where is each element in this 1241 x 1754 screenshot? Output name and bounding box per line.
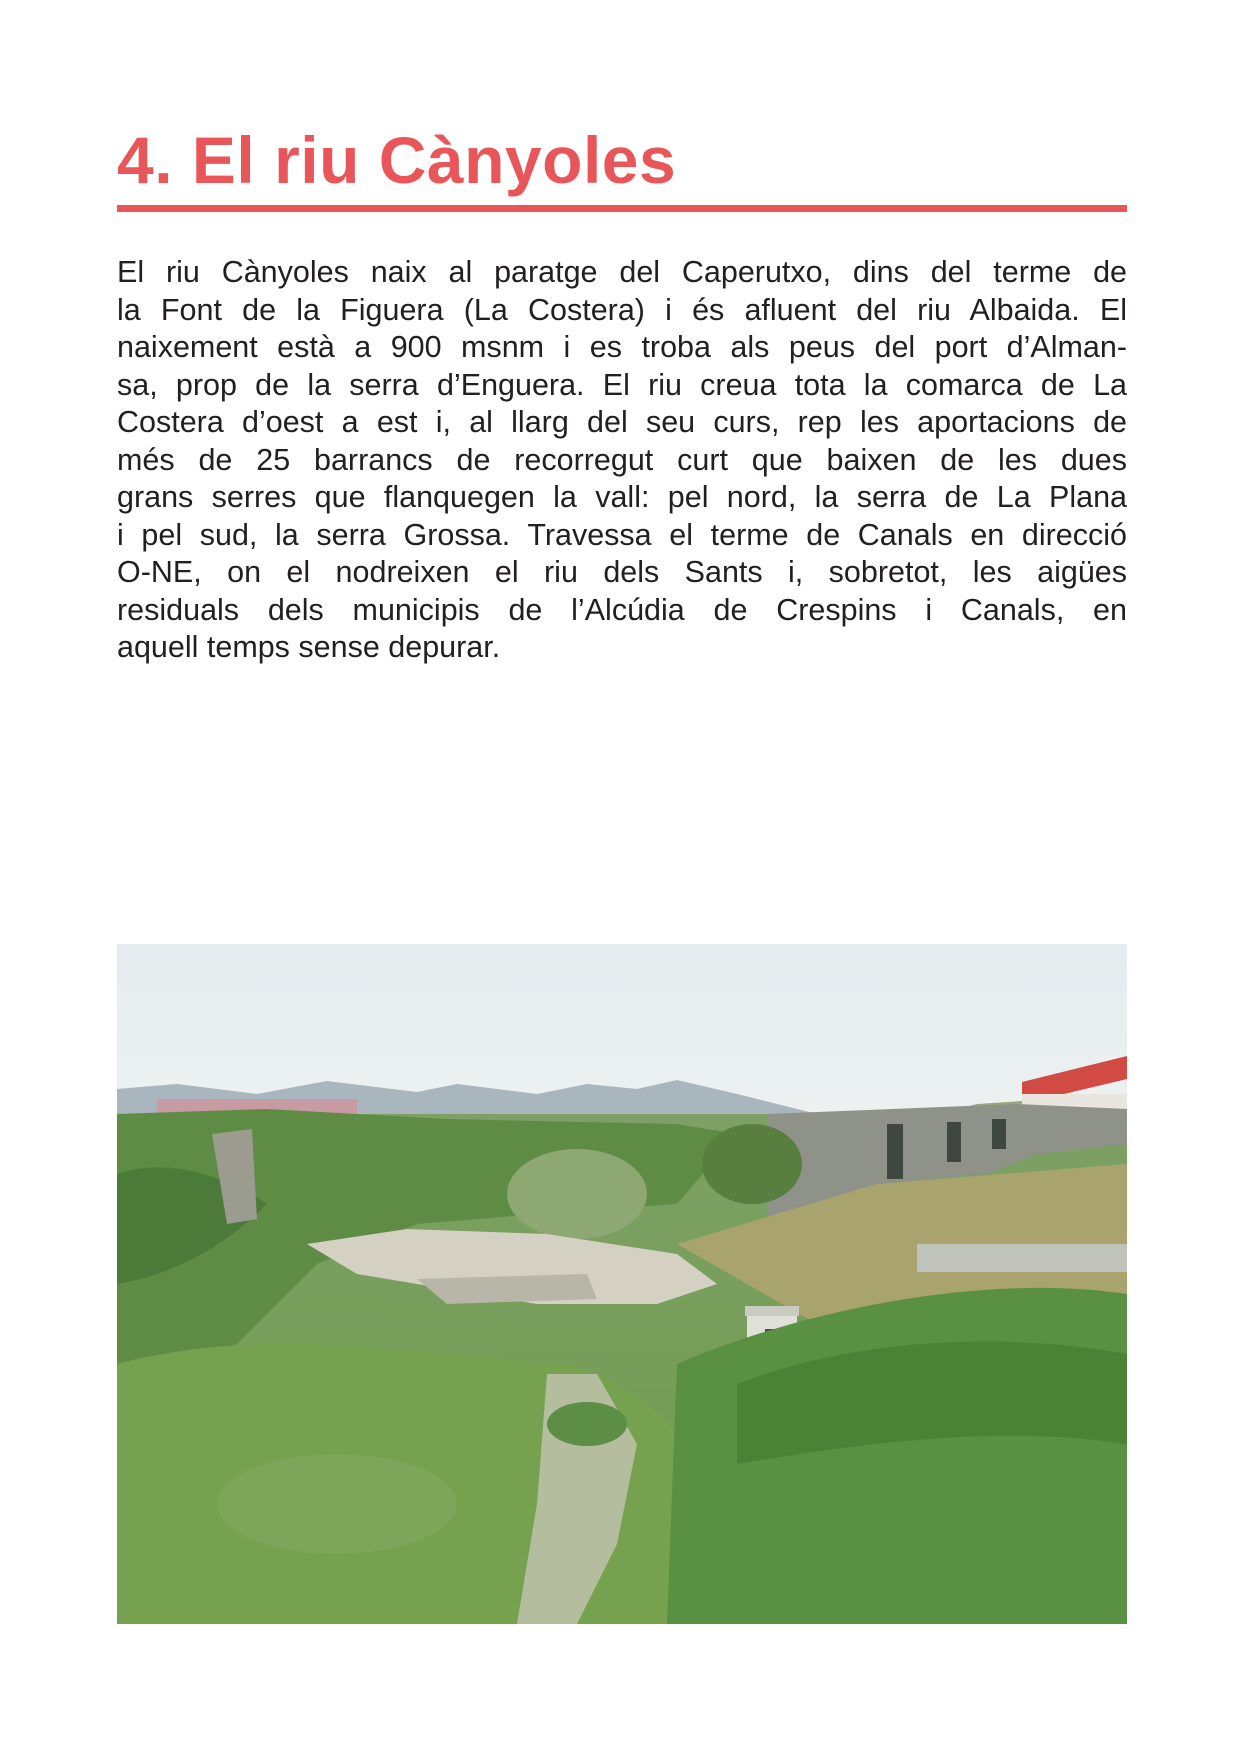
article-line: residuals dels municipis de l’Alcúdia de Crespins i Canals, en [117, 592, 1127, 627]
article-line: grans serres que flanquegen la vall: pel nord, la serra de La Plana [117, 480, 1127, 514]
article-line: més de 25 barrancs de recorregut curt que baixen de les dues [117, 442, 1127, 477]
article-line: El riu Cànyoles naix al paratge del Caperutxo, dins del terme de [117, 255, 1127, 289]
page-title: 4. El riu Cànyoles [117, 123, 677, 197]
article-line: sa, prop de la serra d’Enguera. El riu creua tota la comarca de La [117, 367, 1127, 402]
article-line: i pel sud, la serra Grossa. Travessa el terme de Canals en direcció [117, 517, 1127, 552]
title-underline [117, 205, 1127, 212]
article-line: Costera d’oest a est i, al llarg del seu curs, rep les aportacions de [117, 405, 1127, 439]
article-body [117, 254, 1127, 667]
article-line: naixement està a 900 msnm i es troba als peus del port d’Alman- [117, 330, 1127, 364]
river-photo [117, 944, 1127, 1624]
article-line: aquell temps sense depurar. [117, 630, 501, 664]
article-line: la Font de la Figuera (La Costera) i és afluent del riu Albaida. El [117, 292, 1127, 327]
article-line: O-NE, on el nodreixen el riu dels Sants i, sobretot, les aigües [117, 555, 1127, 589]
